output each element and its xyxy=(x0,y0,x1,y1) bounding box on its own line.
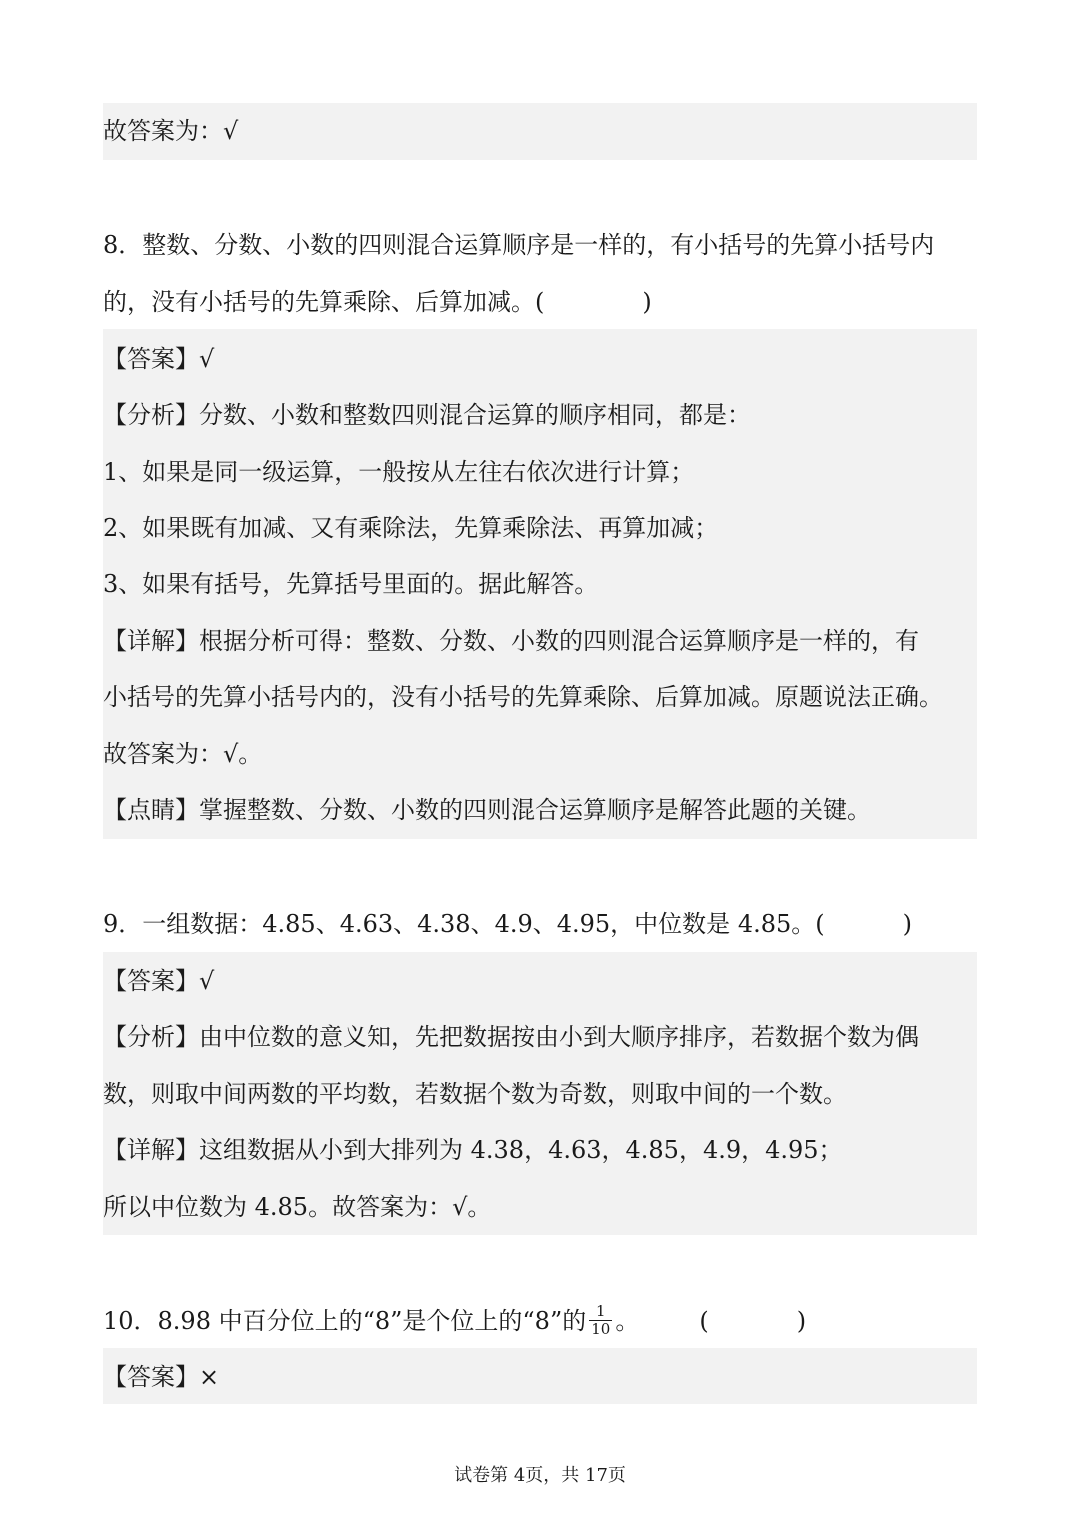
q8-text: 的，没有小括号的先算乘除、后算加减。( xyxy=(103,288,545,316)
q10-answer: 【答案】× xyxy=(103,1363,220,1391)
q9-paren-close: ) xyxy=(902,910,912,938)
q8-detail3: 故答案为：√。 xyxy=(103,740,263,768)
q10-solution-box xyxy=(103,1348,977,1404)
q8-analysis: 【分析】分数、小数和整数四则混合运算的顺序相同，都是： xyxy=(103,401,751,429)
q9-detail2: 所以中位数为 4.85。故答案为：√。 xyxy=(103,1193,492,1221)
prev-answer-box xyxy=(103,103,977,160)
q8-text-line2 xyxy=(103,274,652,330)
q10-text: 10．8.98 中百分位上的“8”是个位上的“8”的 xyxy=(103,1307,587,1335)
q10-paren-open: ( xyxy=(699,1307,709,1335)
q8-detail2: 小括号的先算小括号内的，没有小括号的先算乘除、后算加减。原题说法正确。 xyxy=(103,683,943,711)
q8-rule3: 3、如果有括号，先算括号里面的。据此解答。 xyxy=(103,570,599,598)
page-footer: 试卷第 4页，共 17页 xyxy=(454,1465,626,1486)
q10-text-line1 xyxy=(103,1293,806,1349)
q8-tip: 【点睛】掌握整数、分数、小数的四则混合运算顺序是解答此题的关键。 xyxy=(103,796,871,824)
q9-detail1: 【详解】这组数据从小到大排列为 4.38，4.63，4.85，4.9，4.95； xyxy=(103,1136,843,1164)
q9-answer: 【答案】√ xyxy=(103,967,215,995)
q9-analysis1: 【分析】由中位数的意义知，先把数据按由小到大顺序排序，若数据个数为偶 xyxy=(103,1023,919,1051)
q10-fraction xyxy=(589,1303,612,1338)
q8-rule2: 2、如果既有加减、又有乘除法，先算乘除法、再算加减； xyxy=(103,514,719,542)
q8-paren-close: ) xyxy=(642,288,652,316)
q10-fraction-numerator: 1 xyxy=(589,1303,612,1321)
q8-text-line1: 8．整数、分数、小数的四则混合运算顺序是一样的，有小括号的先算小括号内 xyxy=(103,231,935,259)
q9-text: 9．一组数据：4.85、4.63、4.38、4.9、4.95，中位数是 4.85。( xyxy=(103,910,825,938)
q9-text-line1 xyxy=(103,896,912,952)
q9-solution-box xyxy=(103,952,977,1235)
q10-paren-close: ) xyxy=(796,1307,807,1335)
q8-detail1: 【详解】根据分析可得：整数、分数、小数的四则混合运算顺序是一样的，有 xyxy=(103,627,919,655)
q9-analysis2: 数，则取中间两数的平均数，若数据个数为奇数，则取中间的一个数。 xyxy=(103,1080,847,1108)
q10-fraction-denominator: 10 xyxy=(591,1320,611,1338)
q10-text-end: 。 xyxy=(615,1307,640,1335)
q8-solution-box xyxy=(103,329,977,839)
q8-answer: 【答案】√ xyxy=(103,345,215,373)
q8-rule1: 1、如果是同一级运算，一般按从左往右依次进行计算； xyxy=(103,458,695,486)
prev-answer-line: 故答案为：√ xyxy=(103,117,239,145)
